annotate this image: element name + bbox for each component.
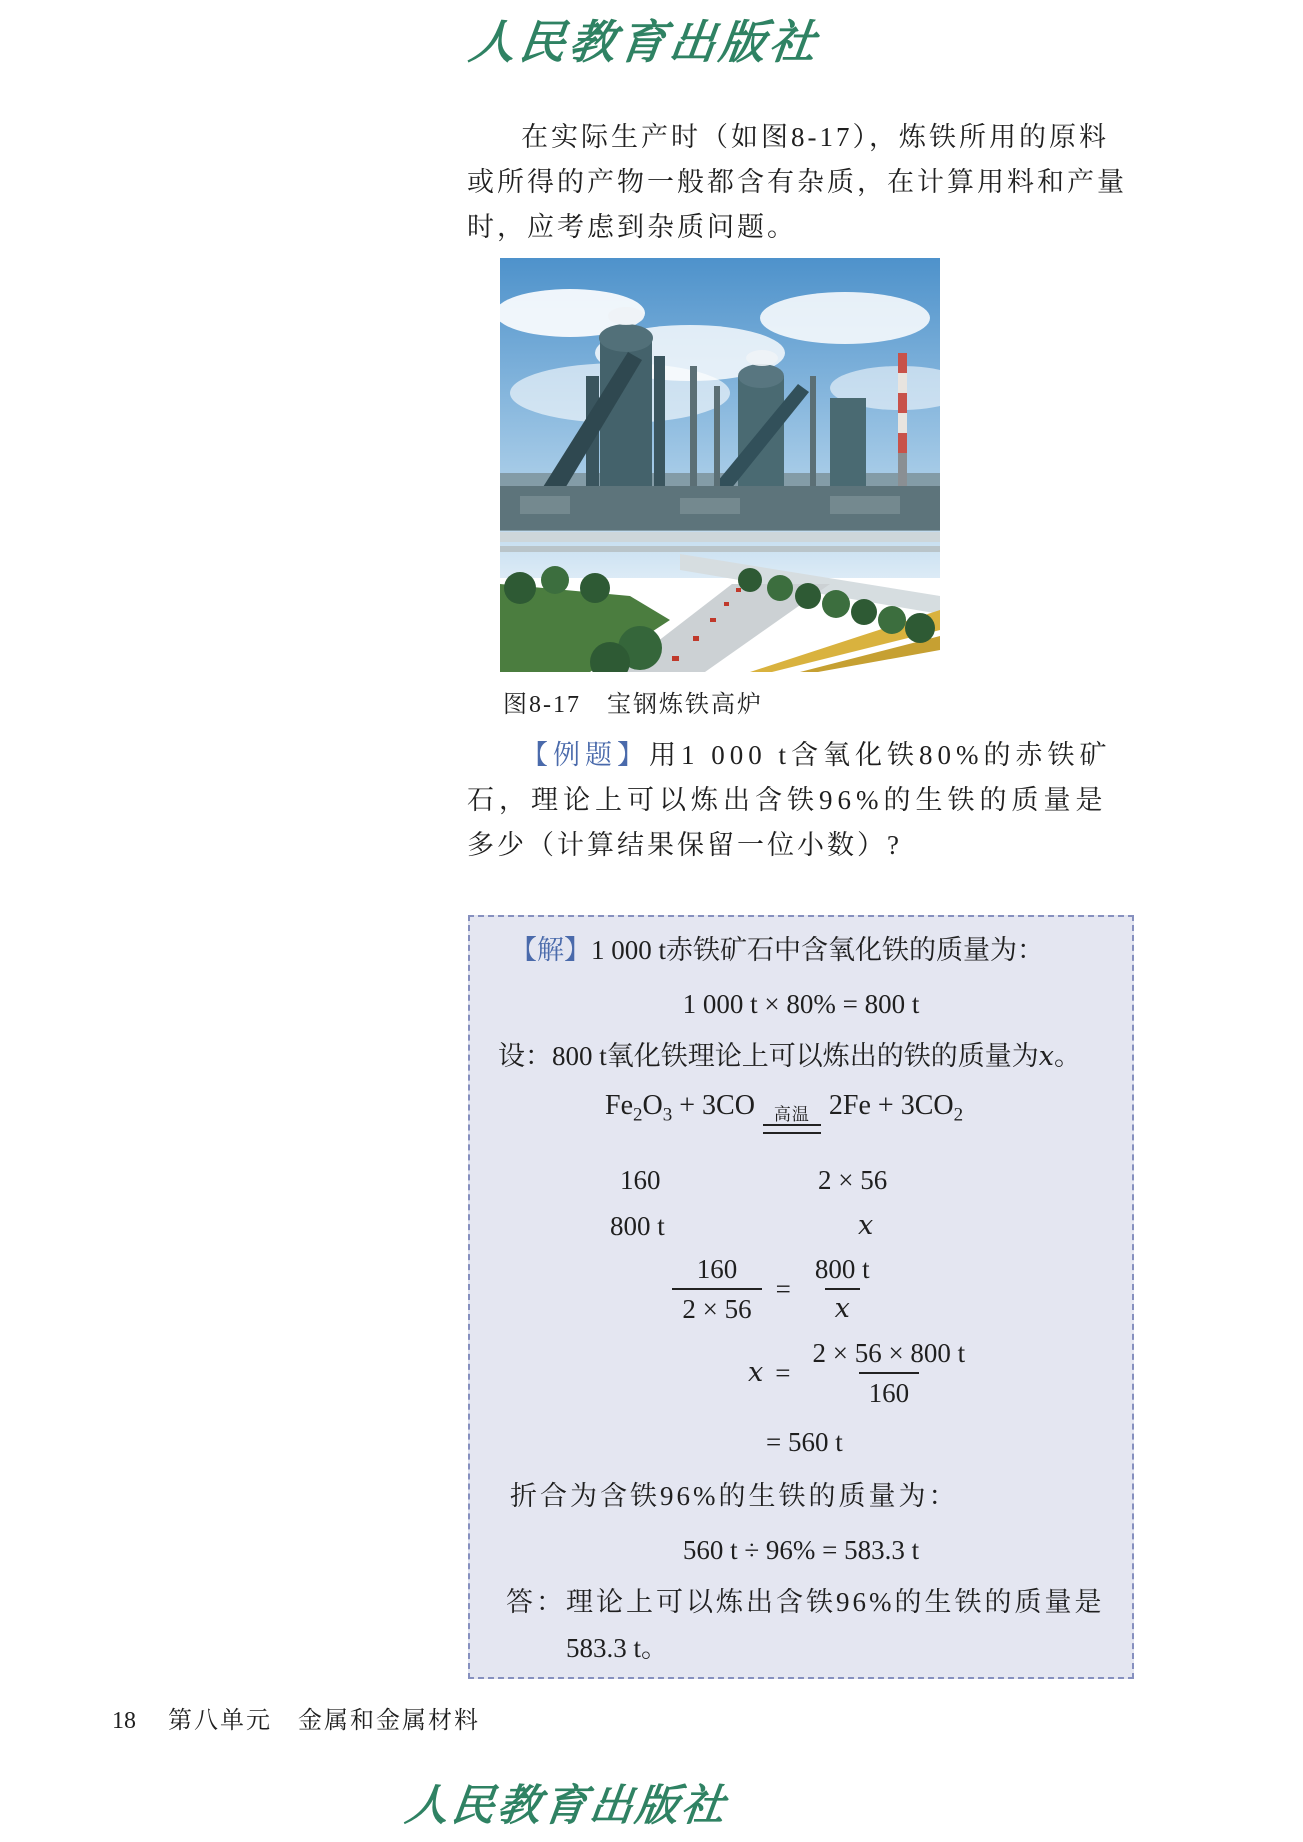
factory-photo (500, 258, 940, 672)
equation-sub-3: 3 (662, 1104, 673, 1126)
example-line-2: 石，理论上可以炼出含铁96%的生铁的质量是 (467, 785, 1108, 815)
assumption-period: 。 (1054, 1041, 1081, 1071)
solve-result: = 560 t (766, 1427, 843, 1457)
given-mass: 800 t (610, 1211, 665, 1241)
fraction-right (805, 1253, 880, 1325)
publisher-logo-top: 人民教育出版社 (466, 15, 823, 69)
condition-label: 高温 (773, 1105, 810, 1124)
example-line-1 (467, 733, 1135, 778)
solve-denominator: 160 (859, 1372, 920, 1409)
equation-reactant-co: + 3CO (672, 1090, 755, 1121)
assumption-text: 设：800 t氧化铁理论上可以炼出的铁的质量为 (498, 1041, 1039, 1071)
equation-product-sub: 2 (953, 1104, 964, 1126)
solve-equation (748, 1337, 975, 1409)
publisher-logo-bottom: 人民教育出版社 (402, 1781, 731, 1831)
page-number: 18 (112, 1708, 136, 1734)
assumption-variable: x (1038, 1041, 1054, 1072)
answer-line-2: 583.3 t。 (566, 1633, 669, 1663)
example-label: 【例题】 (521, 740, 649, 770)
solution-assumption (470, 1039, 1160, 1074)
footer-unit: 第八单元 (168, 1708, 272, 1734)
page-footer (112, 1700, 480, 1735)
solution-label: 【解】 (510, 935, 591, 965)
proportion-equation (445, 1253, 1107, 1325)
double-bond-line (763, 1124, 821, 1134)
equation-reactant-fe: Fe (605, 1090, 633, 1121)
intro-line-2: 或所得的产物一般都含有杂质，在计算用料和产量 (467, 167, 1127, 197)
conversion-line: 折合为含铁96%的生铁的质量为： (510, 1481, 959, 1511)
equation-sub-2: 2 (633, 1104, 643, 1126)
molar-mass-product: 2 × 56 (818, 1165, 888, 1195)
intro-paragraph (467, 115, 1135, 250)
solve-variable: x (748, 1357, 764, 1388)
figure-caption: 图8-17 宝钢炼铁高炉 (503, 692, 763, 718)
example-line-3: 多少（计算结果保留一位小数）? (467, 830, 902, 860)
fraction-left-denominator: 2 × 56 (672, 1288, 761, 1325)
chemical-equation (470, 1089, 1267, 1134)
solve-equals: = (775, 1358, 791, 1388)
solution-intro-text: 1 000 t赤铁矿石中含氧化铁的质量为： (591, 935, 1045, 965)
fraction-right-numerator: 800 t (814, 1254, 870, 1284)
fraction-left-numerator: 160 (696, 1254, 738, 1284)
solve-numerator: 2 × 56 × 800 t (812, 1338, 966, 1368)
reaction-condition (763, 1105, 821, 1134)
unknown-variable: x (858, 1210, 874, 1241)
fraction-left (672, 1253, 761, 1325)
intro-line-1: 在实际生产时（如图8-17），炼铁所用的原料 (521, 122, 1109, 152)
answer-line-1: 答：理论上可以炼出含铁96%的生铁的质量是 (506, 1587, 1105, 1617)
fraction-right-denominator: x (825, 1288, 860, 1325)
solution-box (468, 915, 1134, 1679)
example-line-1-text: 用1 000 t含氧化铁80%的赤铁矿 (649, 740, 1112, 770)
solution-calc2: 560 t ÷ 96% = 583.3 t (682, 1535, 920, 1565)
intro-line-3: 时，应考虑到杂质问题。 (467, 212, 797, 242)
molar-mass-reactant: 160 (620, 1165, 661, 1195)
equation-products: 2Fe + 3CO (828, 1090, 954, 1121)
example-paragraph (467, 733, 1135, 868)
solution-calc1: 1 000 t × 80% = 800 t (682, 989, 920, 1019)
solve-fraction (802, 1337, 975, 1409)
solution-intro-line (470, 933, 1172, 967)
equation-reactant-o: O (642, 1090, 663, 1121)
footer-unit-title: 金属和金属材料 (298, 1708, 480, 1734)
proportion-equals: = (775, 1274, 791, 1304)
